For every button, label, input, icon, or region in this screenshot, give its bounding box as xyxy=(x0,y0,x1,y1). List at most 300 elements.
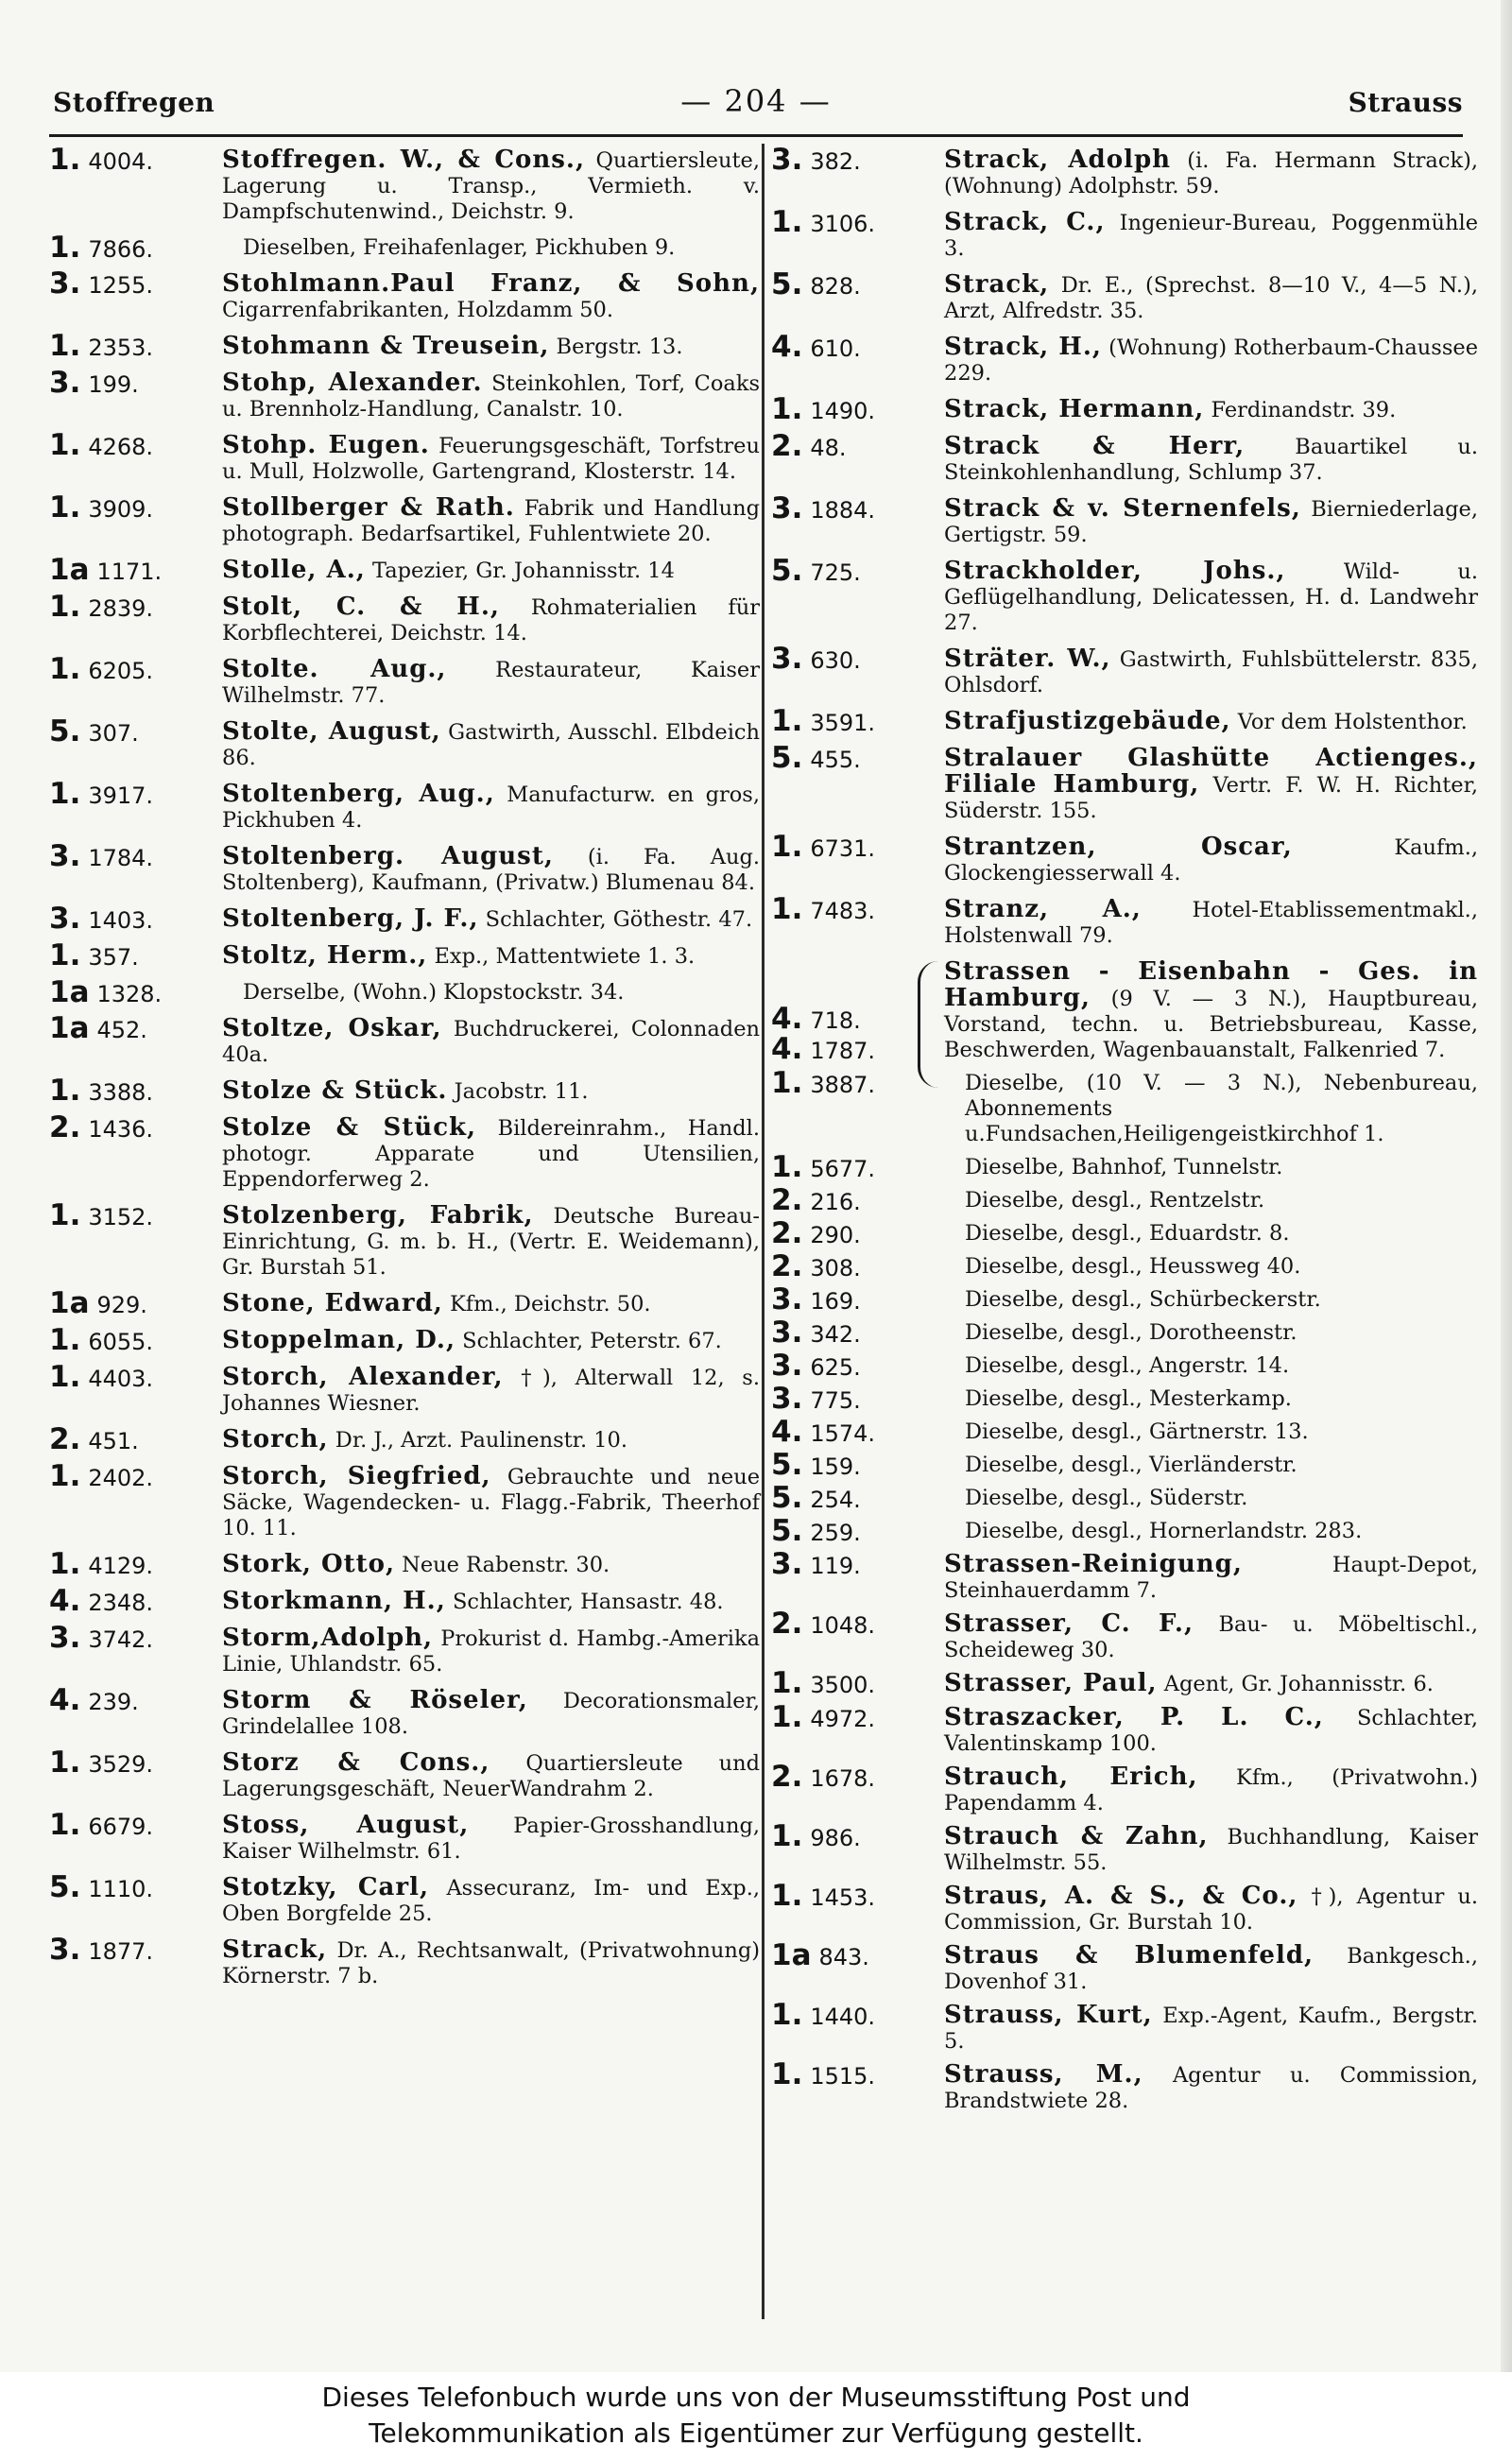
subscriber-details: Papier-Grosshandlung, Kaiser Wilhelmstr. 61. xyxy=(222,1814,760,1864)
subscriber-name: Stolt, C. & H., xyxy=(222,593,500,621)
phone-number xyxy=(49,653,224,687)
subscriber-details: Schlachter, Göthestr. 47. xyxy=(485,907,753,932)
phone-number xyxy=(49,1622,224,1656)
directory-entry xyxy=(49,1111,760,1193)
exchange-prefix: 1. xyxy=(49,777,81,811)
phone-number xyxy=(771,1184,946,1218)
directory-entry xyxy=(49,1199,760,1281)
right-column xyxy=(771,144,1478,2118)
line-number: 5677. xyxy=(810,1156,876,1182)
subscriber-name: Stoltenberg. August, xyxy=(222,842,554,870)
directory-entry xyxy=(771,643,1478,698)
directory-entry xyxy=(49,1584,760,1618)
subscriber-details: Exp., Mattentwiete 1. 3. xyxy=(434,944,696,969)
phone-number xyxy=(49,1111,224,1145)
entry-text xyxy=(222,1871,760,1927)
left-column xyxy=(49,144,760,1996)
directory-entry xyxy=(49,1622,760,1677)
exchange-prefix: 5. xyxy=(771,741,803,775)
line-number: 119. xyxy=(810,1553,861,1579)
exchange-prefix: 3. xyxy=(771,1382,803,1416)
bracket-group-text xyxy=(944,955,1478,1067)
exchange-prefix: 1. xyxy=(49,1746,81,1780)
subscriber-details: †), Alterwall 12, s. Johannes Wiesner. xyxy=(222,1366,760,1416)
directory-entry xyxy=(771,1820,1478,1876)
entry-text xyxy=(944,1761,1478,1816)
subscriber-name: Stoss, August, xyxy=(222,1811,470,1839)
subscriber-name: Storz & Cons., xyxy=(222,1748,490,1777)
phone-number xyxy=(49,1548,224,1582)
exchange-prefix: 1a xyxy=(49,1286,90,1320)
exchange-prefix: 1. xyxy=(49,329,81,363)
subscriber-details: Dieselbe, desgl., Vierländerstr. xyxy=(965,1453,1297,1477)
subscriber-name: Strack, xyxy=(222,1935,328,1964)
line-number: 216. xyxy=(810,1189,861,1215)
phone-number xyxy=(771,1608,946,1642)
subscriber-name: Stolte. Aug., xyxy=(222,655,447,683)
subscriber-details: Fabrik und Handlung photograph. Bedarfsartikel, Fuhlentwiete 20. xyxy=(222,496,760,546)
subscriber-details: Kfm., Deichstr. 50. xyxy=(450,1292,651,1316)
entry-text xyxy=(944,393,1478,423)
subscriber-details: Assecuranz, Im- und Exp., Oben Borgfelde 25. xyxy=(222,1876,761,1926)
exchange-prefix: 3. xyxy=(771,642,803,676)
subscriber-details: Bauartikel u. Steinkohlenhandlung, Schlump 37. xyxy=(944,435,1478,485)
directory-entry xyxy=(771,1349,1478,1383)
directory-entry xyxy=(771,144,1478,199)
phone-number xyxy=(49,1871,224,1905)
subscriber-details: Gebrauchte und neue Säcke, Wagendecken- u. Flagg.-Fabrik, Theerhof 10. 11. xyxy=(222,1465,761,1540)
phone-number xyxy=(49,1324,224,1358)
page-number: — 204 — xyxy=(680,83,832,119)
directory-entry xyxy=(49,653,760,709)
subscriber-details: Dieselbe, desgl., Mesterkamp. xyxy=(965,1386,1292,1411)
subscriber-name: Stoltenberg, Aug., xyxy=(222,780,495,808)
entry-text xyxy=(222,1012,760,1068)
entry-text xyxy=(222,1423,760,1454)
directory-entry xyxy=(771,2058,1478,2114)
phone-number xyxy=(771,643,946,677)
subscriber-details: Manufacturw. en gros, Pickhuben 4. xyxy=(222,783,761,833)
subscriber-name: Straus, A. & S., & Co., xyxy=(944,1882,1298,1910)
subscriber-name: Stolze & Stück. xyxy=(222,1076,448,1105)
directory-entry xyxy=(771,1282,1478,1316)
directory-entry xyxy=(771,1939,1478,1995)
subscriber-name: Strauch, Erich, xyxy=(944,1763,1198,1791)
entry-text xyxy=(222,1809,760,1865)
entry-text xyxy=(944,1608,1478,1663)
exchange-prefix: 1. xyxy=(49,1547,81,1581)
subscriber-details: Ingenieur-Bureau, Poggenmühle 3. xyxy=(944,211,1479,261)
entry-text xyxy=(944,492,1478,548)
line-number: 4972. xyxy=(810,1706,876,1732)
exchange-prefix: 1. xyxy=(49,1074,81,1108)
entry-text xyxy=(944,705,1478,735)
directory-entry xyxy=(49,1746,760,1802)
subscriber-name: Straszacker, P. L. C., xyxy=(944,1703,1324,1731)
phone-number xyxy=(49,554,224,588)
directory-entry xyxy=(49,1323,760,1357)
exchange-prefix: 3. xyxy=(49,839,81,873)
line-number: 169. xyxy=(810,1288,861,1315)
line-number: 3742. xyxy=(88,1626,154,1653)
exchange-prefix: 1. xyxy=(771,2057,803,2091)
subscriber-details: Dieselbe, desgl., Hornerlandstr. 283. xyxy=(965,1519,1363,1543)
phone-number xyxy=(771,1449,946,1483)
directory-entry xyxy=(771,331,1478,387)
exchange-prefix: 3. xyxy=(49,366,81,400)
subscriber-details: Ferdinandstr. 39. xyxy=(1211,398,1397,422)
subscriber-name: Stralauer Glashütte Actienges., Filiale Hamburg, xyxy=(944,744,1478,799)
subscriber-details: (9 V. — 3 N.), Hauptbureau, Vorstand, techn. u. Betriebsbureau, Kasse, Beschwerden, Wagenbauanstalt, Falkenried 7. xyxy=(944,987,1478,1062)
scan-edge xyxy=(1501,0,1512,2372)
phone-number xyxy=(771,742,946,776)
phone-number xyxy=(49,1199,224,1233)
group-number-2: 4. 1787. xyxy=(771,1032,876,1066)
subscriber-name: Stohp, Alexander. xyxy=(222,369,483,397)
line-number: 1171. xyxy=(96,559,163,585)
entry-text xyxy=(944,1067,1478,1147)
subscriber-details: Restaurateur, Kaiser Wilhelmstr. 77. xyxy=(222,658,760,708)
exchange-prefix: 1. xyxy=(771,1819,803,1853)
header-last-entry: Strauss xyxy=(1348,87,1463,118)
line-number: 1440. xyxy=(810,2004,876,2030)
phone-number xyxy=(49,715,224,749)
subscriber-details: †), Agentur u. Commission, Gr. Burstah 10. xyxy=(944,1884,1478,1935)
directory-entry xyxy=(49,144,760,225)
exchange-prefix: 1. xyxy=(49,1808,81,1842)
subscriber-details: (i. Fa. Hermann Strack), (Wohnung) Adolphstr. 59. xyxy=(944,148,1479,198)
entry-text xyxy=(222,1460,760,1541)
directory-entry xyxy=(771,430,1478,486)
directory-entry xyxy=(49,840,760,896)
subscriber-name: Storm,Adolph, xyxy=(222,1624,434,1652)
exchange-prefix: 1. xyxy=(771,392,803,426)
exchange-prefix: 1. xyxy=(771,830,803,864)
entry-text xyxy=(944,144,1478,199)
phone-number xyxy=(49,267,224,301)
line-number: 452. xyxy=(96,1017,147,1043)
exchange-prefix: 1a xyxy=(49,1011,90,1045)
footer-line-1: Dieses Telefonbuch wurde uns von der Museumsstiftung Post und xyxy=(321,2382,1191,2413)
phone-number xyxy=(771,393,946,427)
phone-number xyxy=(771,1761,946,1795)
phone-number xyxy=(49,1287,224,1321)
directory-entry xyxy=(771,1999,1478,2055)
entry-text xyxy=(222,144,760,225)
subscriber-details: Rohmaterialien für Korbflechterei, Deichstr. 14. xyxy=(222,595,760,645)
exchange-prefix: 3. xyxy=(49,1621,81,1655)
subscriber-details: Schlachter, Peterstr. 67. xyxy=(462,1329,722,1353)
directory-entry xyxy=(49,1423,760,1454)
phone-number xyxy=(771,1548,946,1582)
exchange-prefix: 2. xyxy=(49,1422,81,1456)
subscriber-details: Dieselbe, desgl., Schürbeckerstr. xyxy=(965,1287,1321,1312)
subscriber-details: (i. Fa. Aug. Stoltenberg), Kaufmann, (Privatw.) Blumenau 84. xyxy=(222,845,760,895)
subscriber-name: Stohp. Eugen. xyxy=(222,431,430,459)
phone-number xyxy=(49,1460,224,1494)
line-number: 159. xyxy=(810,1454,861,1480)
subscriber-name: Strauss, Kurt, xyxy=(944,2001,1153,2029)
entry-text xyxy=(944,1449,1478,1478)
phone-number xyxy=(771,1515,946,1549)
subscriber-details: Deutsche Bureau-Einrichtung, G. m. b. H., (Vertr. E. Weidemann), Gr. Burstah 51. xyxy=(222,1204,760,1280)
phone-number xyxy=(49,1809,224,1843)
line-number: 1884. xyxy=(810,497,876,524)
subscriber-details: Buchdruckerei, Colonnaden 40a. xyxy=(222,1017,761,1067)
line-number: 2348. xyxy=(88,1590,154,1616)
directory-entry xyxy=(771,704,1478,738)
directory-entry xyxy=(49,975,760,1009)
exchange-prefix: 5. xyxy=(49,1870,81,1904)
line-number: 1490. xyxy=(810,398,876,424)
phone-number xyxy=(771,1283,946,1317)
line-number: 3591. xyxy=(810,710,876,736)
subscriber-details: (Wohnung) Rotherbaum-Chaussee 229. xyxy=(944,335,1479,386)
exchange-prefix: 5. xyxy=(49,714,81,748)
entry-text xyxy=(944,643,1478,698)
subscriber-details: Bierniederlage, Gertigstr. 59. xyxy=(944,497,1478,547)
directory-entry xyxy=(49,1934,760,1989)
directory-entry xyxy=(49,553,760,587)
entry-text xyxy=(944,1482,1478,1511)
subscriber-name: Strack & Herr, xyxy=(944,432,1246,460)
subscriber-details: Dieselbe, desgl., Gärtnerstr. 13. xyxy=(965,1419,1309,1444)
directory-entry xyxy=(49,1547,760,1581)
subscriber-details: Dr. J., Arzt. Paulinenstr. 10. xyxy=(335,1428,628,1453)
right-column-top xyxy=(771,144,1478,949)
exchange-prefix: 1. xyxy=(49,428,81,462)
phone-number xyxy=(771,555,946,589)
directory-entry xyxy=(49,329,760,363)
subscriber-name: Strassen - Eisenbahn - Ges. in Hamburg, xyxy=(944,957,1478,1012)
exchange-prefix: 1. xyxy=(49,1198,81,1232)
entry-text xyxy=(222,591,760,646)
line-number: 2402. xyxy=(88,1465,154,1491)
phone-number xyxy=(49,1585,224,1619)
subscriber-details: Bau- u. Möbeltischl., Scheideweg 30. xyxy=(944,1612,1478,1662)
line-number: 986. xyxy=(810,1825,861,1851)
subscriber-name: Strackholder, Johs., xyxy=(944,557,1286,585)
line-number: 3152. xyxy=(88,1204,154,1230)
line-number: 3388. xyxy=(88,1079,154,1106)
directory-entry xyxy=(771,1701,1478,1757)
exchange-prefix: 2. xyxy=(49,1110,81,1144)
directory-entry xyxy=(771,742,1478,824)
directory-entry xyxy=(771,1316,1478,1350)
subscriber-details: Dieselben, Freihafenlager, Pickhuben 9. xyxy=(243,235,676,260)
entry-text xyxy=(944,742,1478,824)
directory-entry xyxy=(771,1548,1478,1604)
exchange-prefix: 3. xyxy=(771,491,803,525)
exchange-prefix: 1. xyxy=(771,1879,803,1913)
subscriber-details: Vor dem Holstenthor. xyxy=(1237,710,1468,734)
directory-entry xyxy=(49,902,760,936)
subscriber-details: Dieselbe, Bahnhof, Tunnelstr. xyxy=(965,1155,1283,1179)
directory-entry xyxy=(771,268,1478,324)
line-number: 4004. xyxy=(88,148,154,175)
subscriber-details: Bildereinrahm., Handl. photogr. Apparate und Utensilien, Eppendorferweg 2. xyxy=(222,1116,761,1192)
phone-number xyxy=(771,492,946,526)
line-number: 1436. xyxy=(88,1116,154,1143)
line-number: 6205. xyxy=(88,658,154,684)
line-number: 625. xyxy=(810,1354,861,1381)
line-number: 1048. xyxy=(810,1612,876,1639)
subscriber-name: Strack, Hermann, xyxy=(944,395,1205,423)
header-rule xyxy=(49,134,1463,137)
exchange-prefix: 1. xyxy=(49,143,81,177)
subscriber-details: Dr. A., Rechtsanwalt, (Privatwohnung) Körnerstr. 7 b. xyxy=(222,1938,760,1988)
subscriber-name: Stolle, A., xyxy=(222,556,366,584)
subscriber-name: Strack, xyxy=(944,270,1050,299)
entry-text xyxy=(944,1283,1478,1313)
exchange-prefix: 1. xyxy=(49,652,81,686)
entry-text xyxy=(222,1287,760,1317)
phone-number xyxy=(771,2058,946,2092)
entry-text xyxy=(944,268,1478,324)
phone-number xyxy=(49,939,224,973)
entry-text xyxy=(944,1151,1478,1180)
phone-number xyxy=(771,1350,946,1384)
line-number: 3909. xyxy=(88,496,154,523)
header-first-entry: Stoffregen xyxy=(53,87,215,118)
exchange-prefix: 1. xyxy=(49,1323,81,1357)
subscriber-name: Stoltze, Oskar, xyxy=(222,1014,442,1042)
line-number: 259. xyxy=(810,1520,861,1546)
subscriber-name: Straus & Blumenfeld, xyxy=(944,1941,1314,1970)
subscriber-name: Stranz, A., xyxy=(944,895,1142,923)
exchange-prefix: 3. xyxy=(771,1316,803,1350)
subscriber-name: Stoltz, Herm., xyxy=(222,941,428,970)
directory-entry xyxy=(771,1880,1478,1935)
phone-number xyxy=(771,1820,946,1854)
exchange-prefix: 1. xyxy=(771,704,803,738)
subscriber-details: Schlachter, Valentinskamp 100. xyxy=(944,1706,1478,1756)
directory-entry xyxy=(49,231,760,265)
subscriber-name: Strack, C., xyxy=(944,208,1106,236)
line-number: 3887. xyxy=(810,1072,876,1098)
line-number: 1110. xyxy=(88,1876,154,1902)
exchange-prefix: 1a xyxy=(49,975,90,1009)
line-number: 382. xyxy=(810,148,861,175)
phone-number xyxy=(49,491,224,525)
entry-text xyxy=(222,778,760,834)
subscriber-details: Jacobstr. 11. xyxy=(454,1079,589,1104)
directory-entry xyxy=(771,492,1478,548)
bracket-group xyxy=(771,955,1478,1067)
exchange-prefix: 4. xyxy=(771,330,803,364)
exchange-prefix: 1. xyxy=(771,205,803,239)
subscriber-details: Dieselbe, desgl., Süderstr. xyxy=(965,1486,1248,1510)
line-number: 1328. xyxy=(96,981,163,1007)
entry-text xyxy=(944,1250,1478,1280)
phone-number xyxy=(771,331,946,365)
phone-number xyxy=(49,1075,224,1109)
directory-entry xyxy=(49,1286,760,1320)
phone-number xyxy=(771,1880,946,1914)
subscriber-name: Strack, H., xyxy=(944,333,1102,361)
phone-number xyxy=(49,1361,224,1395)
directory-entry xyxy=(49,1871,760,1927)
phone-number xyxy=(49,976,224,1010)
directory-entry xyxy=(771,1608,1478,1663)
exchange-prefix: 4. xyxy=(49,1584,81,1618)
directory-entry xyxy=(771,1249,1478,1283)
entry-text xyxy=(944,1820,1478,1876)
subscriber-details: Quartiersleute, Lagerung u. Transp., Vermieth. v. Dampfschutenwind., Deichstr. 9. xyxy=(222,148,760,224)
subscriber-details: Derselbe, (Wohn.) Klopstockstr. 34. xyxy=(243,980,625,1005)
subscriber-name: Sträter. W., xyxy=(944,645,1111,673)
exchange-prefix: 5. xyxy=(771,267,803,301)
entry-text xyxy=(944,1515,1478,1544)
entry-text xyxy=(944,831,1478,886)
exchange-prefix: 1. xyxy=(771,1700,803,1734)
directory-entry xyxy=(49,1809,760,1865)
directory-entry xyxy=(771,831,1478,886)
exchange-prefix: 4. xyxy=(771,1415,803,1449)
line-number: 3500. xyxy=(810,1672,876,1698)
directory-entry xyxy=(771,1666,1478,1700)
entry-text xyxy=(222,939,760,970)
entry-text xyxy=(944,2058,1478,2114)
line-number: 1678. xyxy=(810,1765,876,1792)
line-number: 6055. xyxy=(88,1329,154,1355)
exchange-prefix: 1. xyxy=(771,1666,803,1700)
subscriber-details: Decorationsmaler, Grindelallee 108. xyxy=(222,1689,761,1739)
directory-entry xyxy=(49,429,760,485)
phone-number xyxy=(49,330,224,364)
exchange-prefix: 3. xyxy=(771,143,803,177)
phone-number xyxy=(771,1701,946,1735)
exchange-prefix: 2. xyxy=(771,1760,803,1794)
subscriber-name: Stohlmann.Paul Franz, & Sohn, xyxy=(222,269,760,298)
phone-number xyxy=(49,1746,224,1780)
directory-entry xyxy=(49,1074,760,1108)
entry-text xyxy=(944,1184,1478,1213)
directory-entry xyxy=(49,591,760,646)
entry-text xyxy=(944,1939,1478,1995)
line-number: 6679. xyxy=(88,1814,154,1840)
entry-text xyxy=(222,1075,760,1105)
line-number: 1255. xyxy=(88,272,154,299)
phone-number xyxy=(49,840,224,874)
entry-text xyxy=(222,976,760,1006)
entry-text xyxy=(222,491,760,547)
subscriber-name: Strasser, Paul, xyxy=(944,1669,1158,1697)
directory-entry xyxy=(771,392,1478,426)
line-number: 1403. xyxy=(88,907,154,934)
bracket-group-numbers xyxy=(771,1002,876,1066)
line-number: 1515. xyxy=(810,2063,876,2090)
entry-text xyxy=(222,653,760,709)
line-number: 843. xyxy=(818,1944,869,1970)
subscriber-name: Stork, Otto, xyxy=(222,1550,396,1578)
subscriber-name: Strauch & Zahn, xyxy=(944,1822,1209,1850)
subscriber-name: Stone, Edward, xyxy=(222,1289,443,1317)
exchange-prefix: 1. xyxy=(771,1998,803,2032)
exchange-prefix: 4. xyxy=(49,1683,81,1717)
phone-number xyxy=(49,1423,224,1457)
entry-text xyxy=(222,1111,760,1193)
subscriber-details: Agent, Gr. Johannisstr. 6. xyxy=(1163,1672,1434,1696)
exchange-prefix: 5. xyxy=(771,554,803,588)
line-number: 342. xyxy=(810,1321,861,1348)
directory-entry xyxy=(49,939,760,970)
entry-text xyxy=(222,267,760,323)
group-number-1: 4. 718. xyxy=(771,1002,861,1036)
line-number: 48. xyxy=(810,435,847,461)
line-number: 3917. xyxy=(88,783,154,809)
line-number: 308. xyxy=(810,1255,861,1282)
